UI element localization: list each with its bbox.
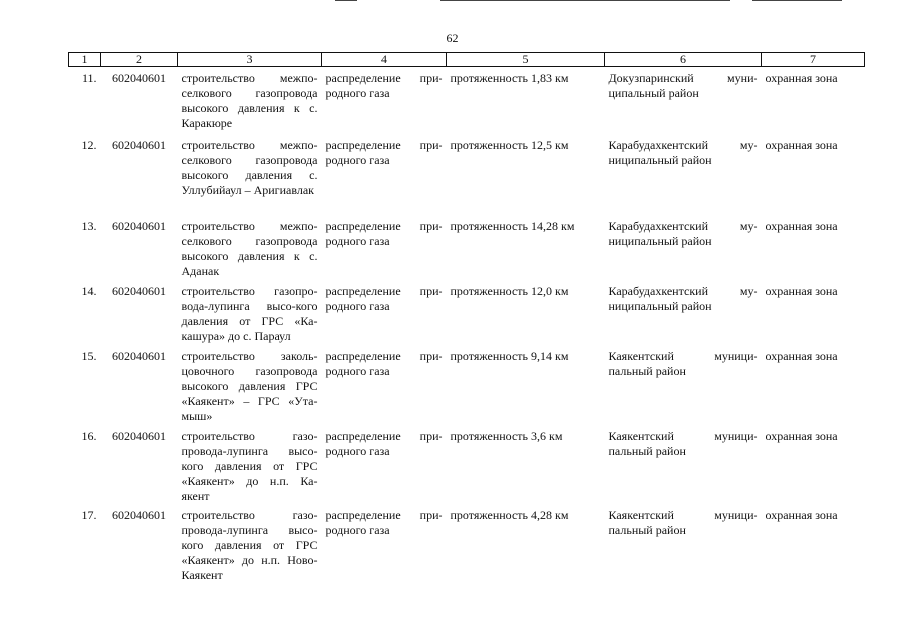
object-purpose: распределение при-родного газа — [325, 219, 443, 248]
object-purpose: распределение при-родного газа — [325, 284, 443, 313]
column-header: 4 — [322, 53, 447, 67]
district-name: Каякентский муници-пальный район — [608, 349, 758, 378]
district-name: Карабудахкентский му-ниципальный район — [608, 284, 758, 313]
table-row — [69, 134, 865, 215]
column-number-header — [69, 53, 865, 67]
object-description: строительство газо-провода-лупинга высо-кого давления от ГРС «Каякент» до н.п. Ново-Каякент — [181, 508, 318, 582]
scan-edge-line — [440, 0, 730, 1]
row-number: 16. — [81, 429, 97, 443]
object-description: строительство заколь-цовочного газопровода высокого давления ГРС «Каякент» – ГРС «Ута-мыш» — [181, 349, 318, 423]
object-length: протяженность 1,83 км — [450, 71, 569, 85]
object-description: строительство межпо-селкового газопровода высокого давления к с. Каракюре — [181, 71, 318, 130]
object-code: 602040601 — [112, 429, 166, 443]
row-number: 15. — [81, 349, 97, 363]
table-row — [69, 215, 865, 280]
row-number: 17. — [81, 508, 97, 522]
row-number: 12. — [81, 138, 97, 152]
zone-type: охранная зона — [765, 138, 838, 152]
object-purpose: распределение при-родного газа — [325, 508, 443, 537]
object-code: 602040601 — [112, 284, 166, 298]
table-row — [69, 425, 865, 504]
column-header: 2 — [101, 53, 178, 67]
district-name: Докузпаринский муни-ципальный район — [608, 71, 758, 100]
column-header: 3 — [178, 53, 322, 67]
zone-type: охранная зона — [765, 219, 838, 233]
row-number: 13. — [81, 219, 97, 233]
object-code: 602040601 — [112, 349, 166, 363]
object-code: 602040601 — [112, 219, 166, 233]
object-length: протяженность 3,6 км — [450, 429, 563, 443]
column-header: 7 — [762, 53, 865, 67]
object-code: 602040601 — [112, 138, 166, 152]
page-number: 62 — [446, 31, 459, 45]
scan-edge-line — [335, 0, 357, 1]
scan-edge-line — [752, 0, 842, 1]
column-header: 6 — [605, 53, 762, 67]
object-purpose: распределение при-родного газа — [325, 349, 443, 378]
table-row — [69, 280, 865, 345]
table-row — [69, 345, 865, 425]
object-code: 602040601 — [112, 508, 166, 522]
district-name: Карабудахкентский му-ниципальный район — [608, 138, 758, 167]
object-length: протяженность 9,14 км — [450, 349, 569, 363]
zone-type: охранная зона — [765, 429, 838, 443]
object-purpose: распределение при-родного газа — [325, 429, 443, 458]
row-number: 11. — [81, 71, 97, 85]
object-description: строительство межпо-селкового газопровода высокого давления с. Уллубийаул – Аригиавлак — [181, 138, 318, 197]
object-code: 602040601 — [112, 71, 166, 85]
zone-type: охранная зона — [765, 71, 838, 85]
object-length: протяженность 14,28 км — [450, 219, 575, 233]
zone-type: охранная зона — [765, 284, 838, 298]
zone-type: охранная зона — [765, 349, 838, 363]
row-number: 14. — [81, 284, 97, 298]
object-length: протяженность 12,0 км — [450, 284, 569, 298]
object-length: протяженность 12,5 км — [450, 138, 569, 152]
district-name: Каякентский муници-пальный район — [608, 508, 758, 537]
district-name: Каякентский муници-пальный район — [608, 429, 758, 458]
object-description: строительство межпо-селкового газопровода высокого давления к с. Аданак — [181, 219, 318, 278]
table-row — [69, 67, 865, 135]
object-purpose: распределение при-родного газа — [325, 71, 443, 100]
object-description: строительство газо-провода-лупинга высо-кого давления от ГРС «Каякент» до н.п. Ка-якент — [181, 429, 318, 503]
data-table — [68, 52, 865, 586]
table-row — [69, 504, 865, 586]
column-header: 1 — [69, 53, 101, 67]
column-header: 5 — [447, 53, 605, 67]
object-description: строительство газопро-вода-лупинга высо-кого давления от ГРС «Ка-кашура» до с. Параул — [181, 284, 318, 343]
object-purpose: распределение при-родного газа — [325, 138, 443, 167]
zone-type: охранная зона — [765, 508, 838, 522]
object-length: протяженность 4,28 км — [450, 508, 569, 522]
district-name: Карабудахкентский му-ниципальный район — [608, 219, 758, 248]
